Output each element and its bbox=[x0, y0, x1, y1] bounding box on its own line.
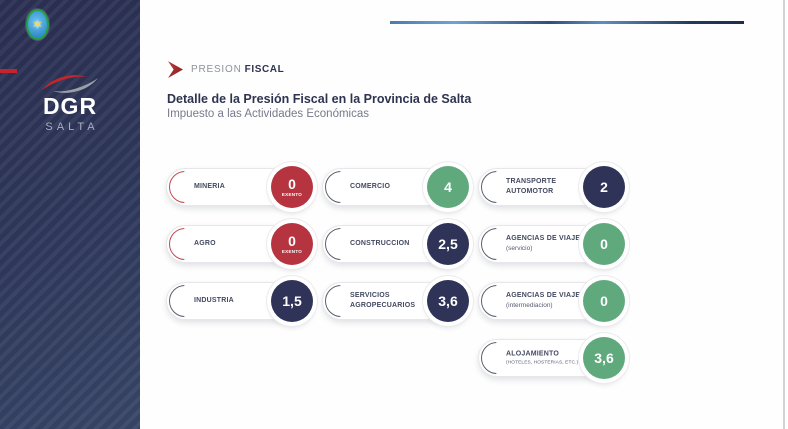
section-kicker bbox=[168, 61, 284, 78]
pressure-badge bbox=[478, 339, 624, 377]
badge-value: 0 bbox=[288, 232, 296, 249]
badge-label: SERVICIOS AGROPECUARIOS bbox=[350, 292, 416, 309]
pressure-badge bbox=[166, 168, 312, 206]
pressure-badge bbox=[478, 225, 624, 263]
badge-value-circle bbox=[427, 280, 469, 322]
pressure-badge bbox=[166, 225, 312, 263]
badge-value: 0 bbox=[600, 293, 608, 309]
badge-value: 1,5 bbox=[282, 293, 302, 309]
badge-value: 4 bbox=[444, 179, 452, 195]
badge-value-circle bbox=[271, 280, 313, 322]
pressure-badge bbox=[322, 225, 468, 263]
badge-label: AGRO bbox=[194, 240, 216, 248]
badge-value-circle bbox=[427, 223, 469, 265]
sun-star-icon: ✶ bbox=[32, 17, 43, 32]
badge-label-group bbox=[350, 182, 426, 192]
badge-label: COMERCIO bbox=[350, 183, 391, 191]
brand-wordmark: DGR bbox=[42, 93, 98, 119]
badge-exempt-note: EXENTO bbox=[281, 249, 303, 255]
badge-value: 0 bbox=[600, 236, 608, 252]
pressure-badge bbox=[322, 282, 468, 320]
pressure-badge bbox=[478, 282, 624, 320]
slide-right-edge bbox=[783, 0, 785, 429]
badge-value-circle bbox=[583, 166, 625, 208]
badge-label-group bbox=[506, 234, 582, 254]
badge-value: 0 bbox=[288, 175, 296, 192]
badge-value-circle bbox=[583, 280, 625, 322]
badge-sublabel: (intermediacion) bbox=[506, 302, 553, 309]
badge-label: MINERIA bbox=[194, 183, 225, 191]
badge-label: ALOJAMIENTO bbox=[506, 350, 560, 358]
top-divider-line bbox=[390, 21, 744, 24]
badge-value: 2,5 bbox=[438, 236, 458, 252]
badge-value: 3,6 bbox=[594, 350, 614, 366]
badge-label: INDUSTRIA bbox=[194, 297, 234, 305]
badge-label: CONSTRUCCION bbox=[350, 240, 410, 248]
badges-grid bbox=[166, 168, 634, 396]
badge-value-circle bbox=[583, 223, 625, 265]
badge-value: 3,6 bbox=[438, 293, 458, 309]
badge-sublabel: (servicio) bbox=[506, 245, 533, 252]
badge-value-circle bbox=[271, 166, 313, 208]
brand-subtitle: SALTA bbox=[45, 121, 99, 133]
badge-label-group bbox=[506, 291, 582, 311]
salta-emblem-icon bbox=[26, 9, 49, 40]
pressure-badge bbox=[166, 282, 312, 320]
chevron-right-icon bbox=[168, 61, 183, 78]
dgr-logo bbox=[0, 72, 140, 133]
badge-label-group bbox=[350, 239, 426, 249]
kicker-text bbox=[191, 64, 284, 75]
page-title: Detalle de la Presión Fiscal en la Provincia de Salta bbox=[167, 92, 472, 106]
badge-value-circle bbox=[583, 337, 625, 379]
badge-label: AGENCIAS DE VIAJE bbox=[506, 292, 581, 300]
badge-value-circle bbox=[271, 223, 313, 265]
kicker-bold: FISCAL bbox=[244, 64, 285, 75]
badge-label-group bbox=[194, 296, 270, 306]
badge-label-group bbox=[194, 239, 270, 249]
kicker-light: PRESION bbox=[191, 64, 242, 75]
badge-label-group bbox=[506, 349, 582, 367]
badge-value-circle bbox=[427, 166, 469, 208]
badge-label-group bbox=[350, 291, 426, 311]
badge-value: 2 bbox=[600, 179, 608, 195]
pressure-badge bbox=[322, 168, 468, 206]
badge-label: AGENCIAS DE VIAJE bbox=[506, 235, 581, 243]
badge-label-group bbox=[194, 182, 270, 192]
sidebar bbox=[0, 0, 140, 429]
badge-label: TRANSPORTE AUTOMOTOR bbox=[506, 178, 557, 195]
badge-label-group bbox=[506, 177, 582, 197]
badge-exempt-note: EXENTO bbox=[281, 192, 303, 198]
page-subtitle: Impuesto a las Actividades Económicas bbox=[167, 108, 369, 120]
badge-sublabel: (HOTELES, HOSTERIAS, ETC.) bbox=[506, 360, 579, 366]
pressure-badge bbox=[478, 168, 624, 206]
